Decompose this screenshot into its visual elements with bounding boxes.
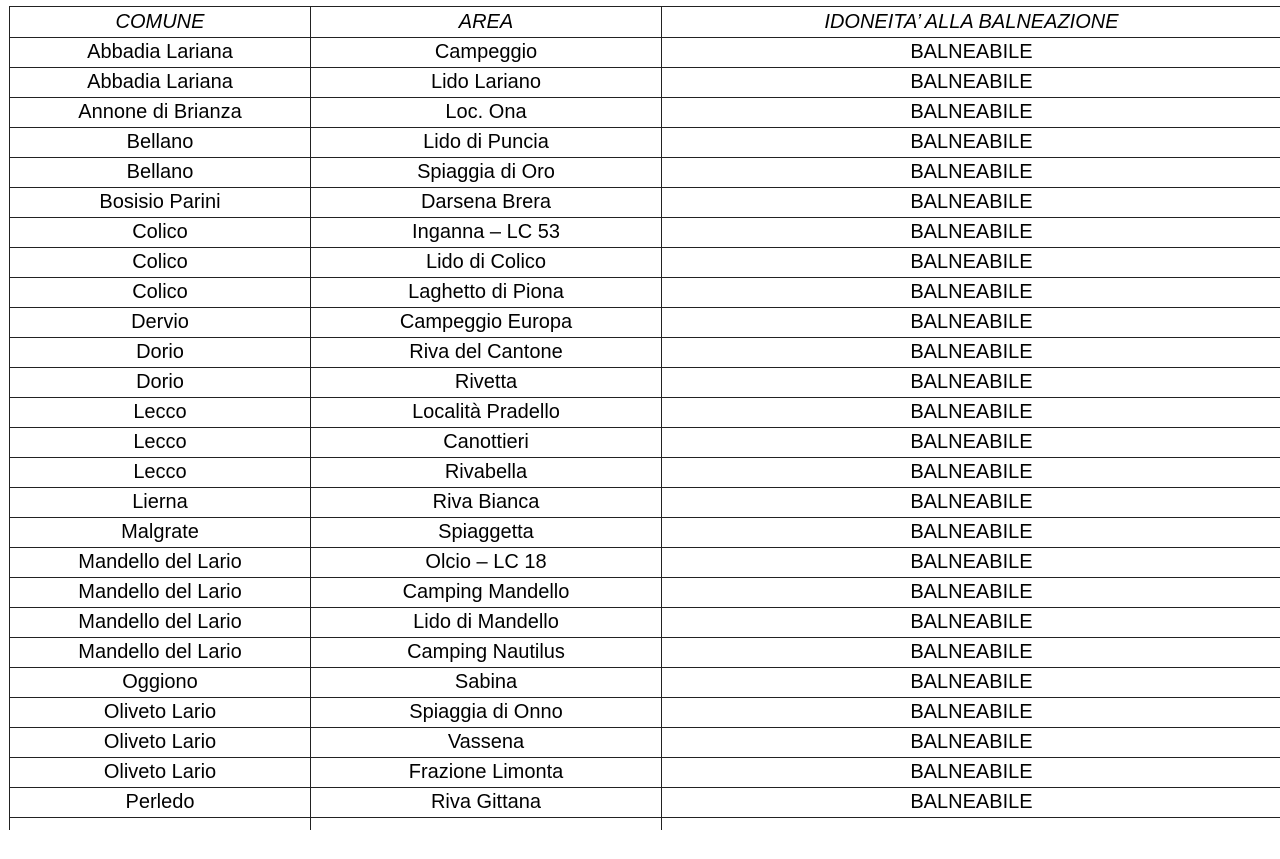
cell-area: Loc. Ona	[311, 98, 662, 128]
cell-comune: Mandello del Lario	[10, 578, 311, 608]
cell-area: Spiaggetta	[311, 518, 662, 548]
cell-comune: Mandello del Lario	[10, 638, 311, 668]
cell-comune: Oliveto Lario	[10, 758, 311, 788]
cell-comune: Mandello del Lario	[10, 608, 311, 638]
cell-comune: Colico	[10, 278, 311, 308]
cell-comune: Dervio	[10, 308, 311, 338]
header-comune: COMUNE	[10, 7, 311, 38]
cell-idoneita: BALNEABILE	[662, 278, 1280, 308]
table-row	[10, 638, 1280, 668]
cell-comune: Colico	[10, 218, 311, 248]
table-row	[10, 368, 1280, 398]
cell-area: Campeggio Europa	[311, 308, 662, 338]
cell-idoneita: BALNEABILE	[662, 608, 1280, 638]
table-cell-empty	[10, 818, 311, 831]
cell-idoneita: BALNEABILE	[662, 728, 1280, 758]
cell-idoneita: BALNEABILE	[662, 338, 1280, 368]
table-row	[10, 188, 1280, 218]
table-row	[10, 518, 1280, 548]
cell-idoneita: BALNEABILE	[662, 578, 1280, 608]
cell-area: Rivabella	[311, 458, 662, 488]
table-cell-empty	[662, 818, 1280, 831]
cell-area: Camping Mandello	[311, 578, 662, 608]
table-row	[10, 278, 1280, 308]
cell-idoneita: BALNEABILE	[662, 698, 1280, 728]
cell-idoneita: BALNEABILE	[662, 428, 1280, 458]
table-row	[10, 158, 1280, 188]
cell-area: Rivetta	[311, 368, 662, 398]
cell-area: Sabina	[311, 668, 662, 698]
table-header	[10, 7, 1280, 38]
table-row	[10, 38, 1280, 68]
cell-comune: Perledo	[10, 788, 311, 818]
cell-area: Riva Gittana	[311, 788, 662, 818]
table-row	[10, 308, 1280, 338]
cell-area: Canottieri	[311, 428, 662, 458]
cell-idoneita: BALNEABILE	[662, 638, 1280, 668]
cell-idoneita: BALNEABILE	[662, 188, 1280, 218]
table-body	[10, 38, 1280, 831]
table-row	[10, 338, 1280, 368]
cell-comune: Lecco	[10, 428, 311, 458]
table-row	[10, 458, 1280, 488]
table-row	[10, 608, 1280, 638]
cell-comune: Dorio	[10, 368, 311, 398]
cell-idoneita: BALNEABILE	[662, 158, 1280, 188]
cell-idoneita: BALNEABILE	[662, 758, 1280, 788]
cell-idoneita: BALNEABILE	[662, 458, 1280, 488]
cell-area: Lido di Puncia	[311, 128, 662, 158]
cell-area: Riva del Cantone	[311, 338, 662, 368]
cell-comune: Abbadia Lariana	[10, 68, 311, 98]
cell-idoneita: BALNEABILE	[662, 368, 1280, 398]
cell-area: Lido di Colico	[311, 248, 662, 278]
cell-comune: Annone di Brianza	[10, 98, 311, 128]
table-row	[10, 728, 1280, 758]
cell-area: Campeggio	[311, 38, 662, 68]
cell-area: Spiaggia di Oro	[311, 158, 662, 188]
table-row	[10, 428, 1280, 458]
table-row	[10, 668, 1280, 698]
cell-comune: Bosisio Parini	[10, 188, 311, 218]
cell-area: Lido Lariano	[311, 68, 662, 98]
cell-comune: Dorio	[10, 338, 311, 368]
table-row	[10, 218, 1280, 248]
table-cell-empty	[311, 818, 662, 831]
cell-comune: Mandello del Lario	[10, 548, 311, 578]
cell-idoneita: BALNEABILE	[662, 128, 1280, 158]
cell-area: Darsena Brera	[311, 188, 662, 218]
cell-comune: Oggiono	[10, 668, 311, 698]
cell-idoneita: BALNEABILE	[662, 38, 1280, 68]
header-idoneita: IDONEITA’ ALLA BALNEAZIONE	[662, 7, 1280, 38]
cell-idoneita: BALNEABILE	[662, 248, 1280, 278]
cell-idoneita: BALNEABILE	[662, 68, 1280, 98]
cell-area: Camping Nautilus	[311, 638, 662, 668]
table-row	[10, 128, 1280, 158]
table-row	[10, 98, 1280, 128]
cell-area: Vassena	[311, 728, 662, 758]
cell-comune: Lierna	[10, 488, 311, 518]
cell-idoneita: BALNEABILE	[662, 518, 1280, 548]
cell-idoneita: BALNEABILE	[662, 308, 1280, 338]
cell-area: Olcio – LC 18	[311, 548, 662, 578]
table-row-cutoff	[10, 818, 1280, 831]
cell-comune: Abbadia Lariana	[10, 38, 311, 68]
cell-idoneita: BALNEABILE	[662, 98, 1280, 128]
table-row	[10, 788, 1280, 818]
cell-comune: Bellano	[10, 158, 311, 188]
cell-comune: Oliveto Lario	[10, 698, 311, 728]
cell-comune: Malgrate	[10, 518, 311, 548]
table-row	[10, 68, 1280, 98]
table-row	[10, 698, 1280, 728]
cell-area: Riva Bianca	[311, 488, 662, 518]
table-row	[10, 578, 1280, 608]
cell-area: Frazione Limonta	[311, 758, 662, 788]
cell-area: Laghetto di Piona	[311, 278, 662, 308]
cell-area: Inganna – LC 53	[311, 218, 662, 248]
cell-comune: Lecco	[10, 458, 311, 488]
bathing-suitability-table	[9, 6, 1280, 830]
header-area: AREA	[311, 7, 662, 38]
cell-idoneita: BALNEABILE	[662, 788, 1280, 818]
cell-comune: Colico	[10, 248, 311, 278]
cell-area: Lido di Mandello	[311, 608, 662, 638]
table-row	[10, 758, 1280, 788]
cell-idoneita: BALNEABILE	[662, 548, 1280, 578]
table-row	[10, 548, 1280, 578]
cell-comune: Oliveto Lario	[10, 728, 311, 758]
table-row	[10, 398, 1280, 428]
table-row	[10, 488, 1280, 518]
cell-idoneita: BALNEABILE	[662, 398, 1280, 428]
cell-idoneita: BALNEABILE	[662, 488, 1280, 518]
cell-comune: Lecco	[10, 398, 311, 428]
cell-area: Spiaggia di Onno	[311, 698, 662, 728]
cell-comune: Bellano	[10, 128, 311, 158]
header-row	[10, 7, 1280, 38]
cell-area: Località Pradello	[311, 398, 662, 428]
cell-idoneita: BALNEABILE	[662, 218, 1280, 248]
cell-idoneita: BALNEABILE	[662, 668, 1280, 698]
table-row	[10, 248, 1280, 278]
